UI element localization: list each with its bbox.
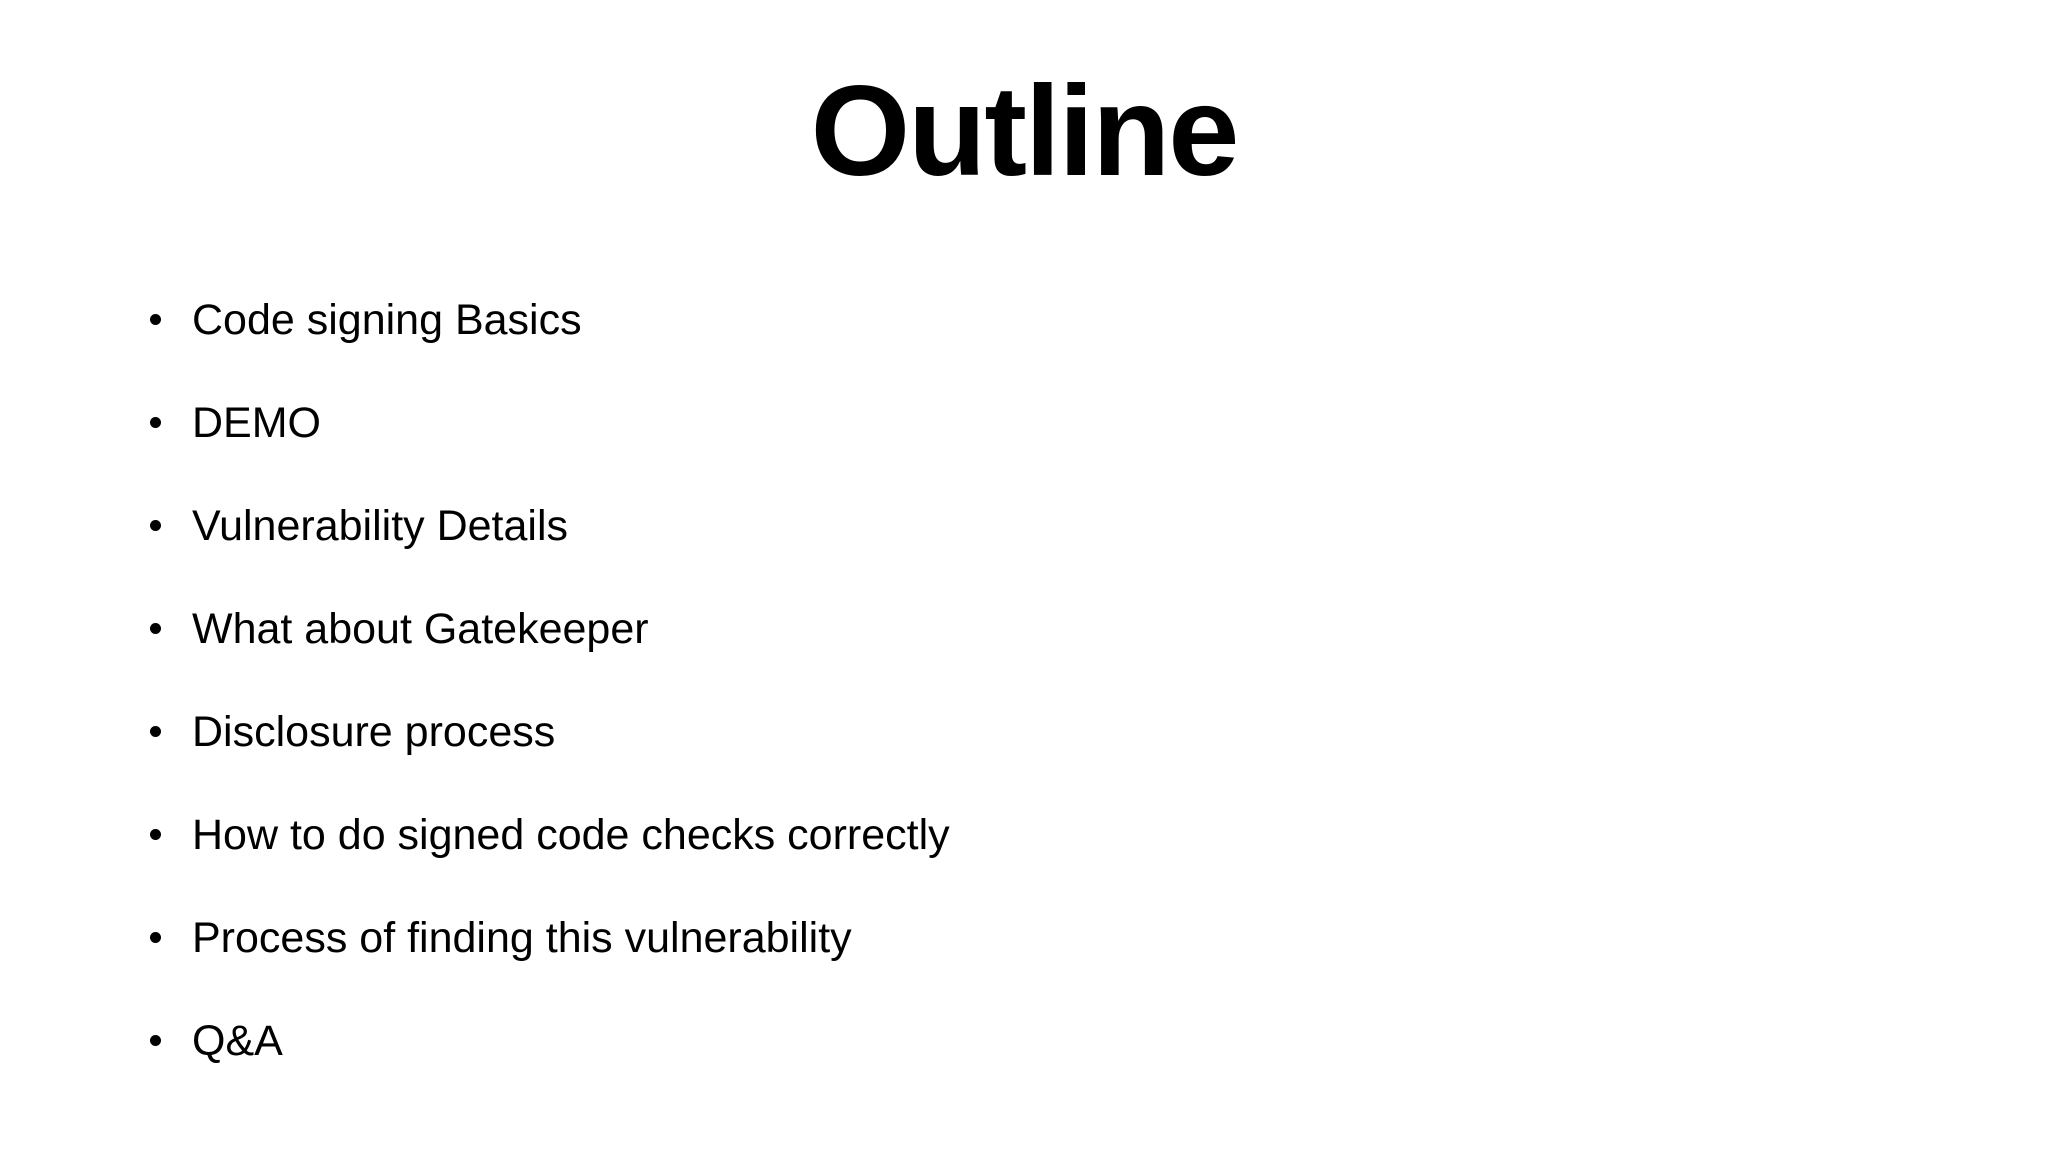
outline-item-label: Q&A xyxy=(192,1016,283,1065)
bullet-icon xyxy=(150,314,161,325)
bullet-icon xyxy=(150,726,161,737)
outline-item-label: How to do signed code checks correctly xyxy=(192,810,950,859)
outline-item-demo xyxy=(140,371,950,474)
outline-item-label: DEMO xyxy=(192,398,321,447)
outline-item-label: Vulnerability Details xyxy=(192,501,569,550)
outline-item-gatekeeper xyxy=(140,577,950,680)
outline-item-vulnerability-details xyxy=(140,474,950,577)
outline-item-qa xyxy=(140,989,950,1092)
outline-item-disclosure-process xyxy=(140,680,950,783)
outline-item-label: What about Gatekeeper xyxy=(192,604,649,653)
outline-item-signed-code-checks xyxy=(140,783,950,886)
bullet-icon xyxy=(150,829,161,840)
bullet-icon xyxy=(150,623,161,634)
outline-item-label: Process of finding this vulnerability xyxy=(192,913,852,962)
slide-title: Outline xyxy=(810,60,1238,203)
outline-list xyxy=(140,268,950,1092)
bullet-icon xyxy=(150,520,161,531)
outline-item-label: Code signing Basics xyxy=(192,295,582,344)
outline-item-label: Disclosure process xyxy=(192,707,556,756)
bullet-icon xyxy=(150,932,161,943)
outline-item-finding-process xyxy=(140,886,950,989)
bullet-icon xyxy=(150,1035,161,1046)
outline-item-code-signing-basics xyxy=(140,268,950,371)
bullet-icon xyxy=(150,417,161,428)
